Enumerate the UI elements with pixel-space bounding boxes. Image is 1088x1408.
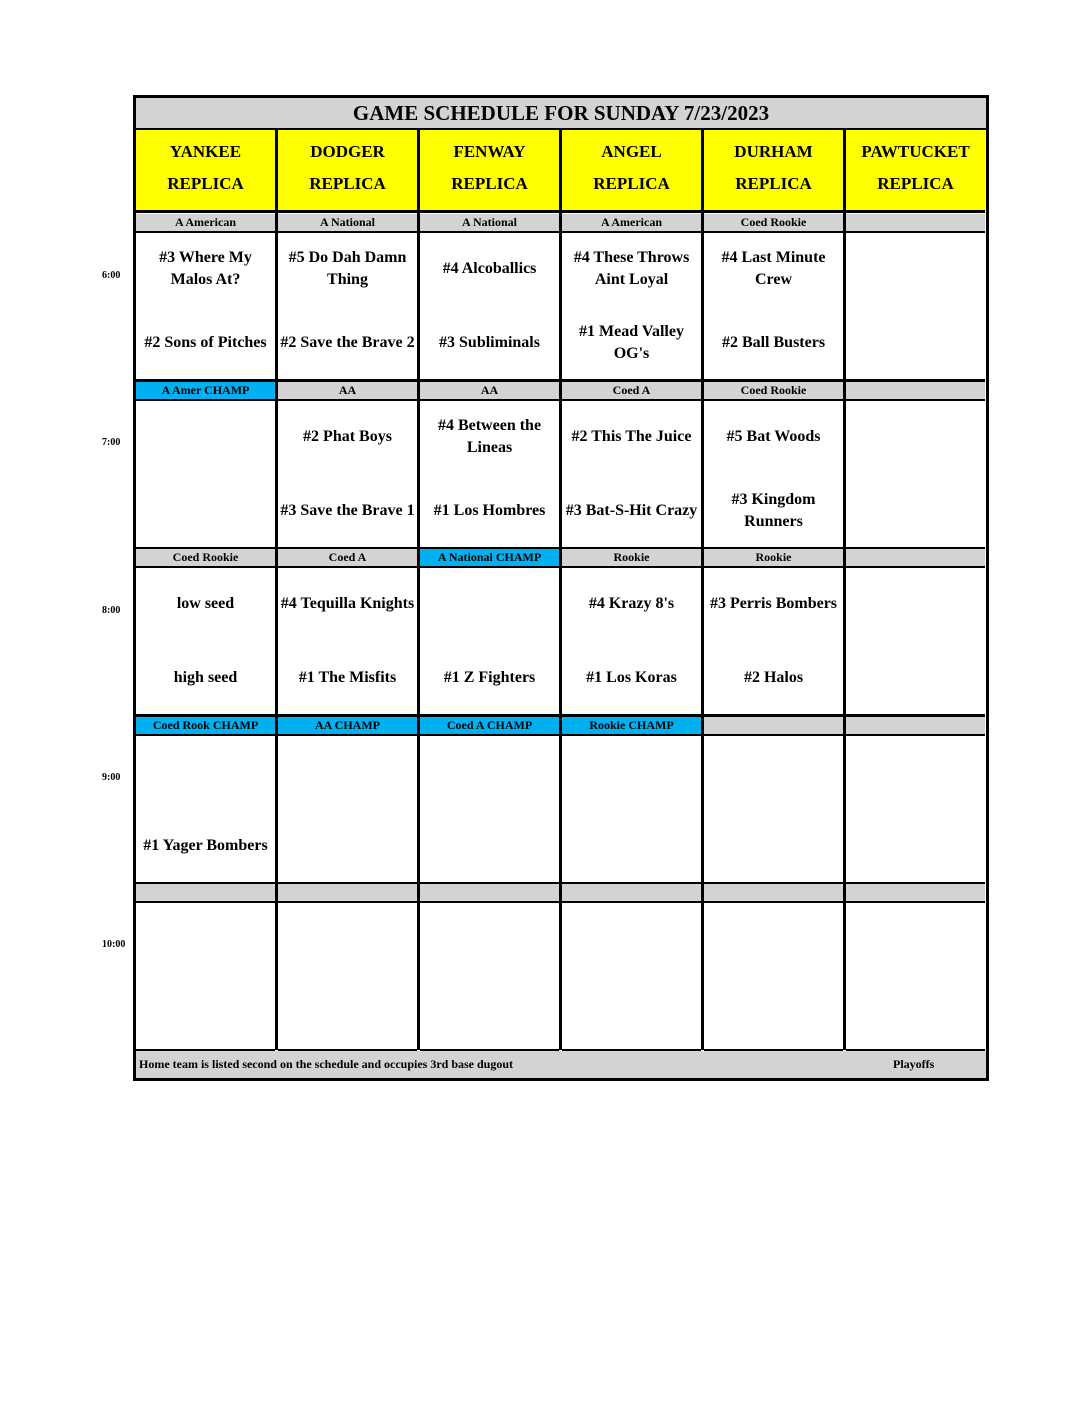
column-divider xyxy=(559,130,562,1050)
home-team xyxy=(848,313,983,373)
time-label: 6:00 xyxy=(102,270,121,281)
home-team: #1 Los Koras xyxy=(586,669,677,686)
away-team: #3 Where My Malos At? xyxy=(159,249,252,288)
away-team xyxy=(422,574,557,634)
away-team: #4 Tequilla Knights xyxy=(280,595,415,612)
division-label: Coed Rookie xyxy=(136,549,275,568)
away-team: #5 Do Dah Damn Thing xyxy=(288,249,407,288)
game-cell xyxy=(278,736,417,885)
home-team: #2 Halos xyxy=(743,669,804,686)
division-label xyxy=(278,884,417,903)
division-label xyxy=(846,717,985,736)
home-team xyxy=(706,983,841,1043)
home-team: #1 The Misfits xyxy=(298,669,397,686)
division-label: Rookie xyxy=(562,549,701,568)
field-name: PAWTUCKET xyxy=(861,142,970,161)
home-team: #2 Save the Brave 2 xyxy=(280,334,415,351)
field-name: DURHAM xyxy=(734,142,813,161)
division-label xyxy=(846,382,985,401)
field-subtitle: REPLICA xyxy=(451,174,528,193)
away-team xyxy=(564,742,699,802)
game-cell xyxy=(420,903,559,1052)
game-cell xyxy=(846,568,985,717)
home-team: #1 Yager Bombers xyxy=(143,837,268,854)
schedule-title: GAME SCHEDULE FOR SUNDAY 7/23/2023 xyxy=(136,98,986,130)
away-team xyxy=(422,909,557,969)
game-cell xyxy=(704,736,843,885)
home-team xyxy=(422,816,557,876)
away-team xyxy=(706,742,841,802)
home-team xyxy=(280,983,415,1043)
division-label xyxy=(846,884,985,903)
division-label: A American xyxy=(136,214,275,233)
away-team xyxy=(138,742,273,802)
division-label xyxy=(562,884,701,903)
time-label: 7:00 xyxy=(102,437,121,448)
game-cell xyxy=(136,233,275,382)
division-label xyxy=(704,884,843,903)
field-name: ANGEL xyxy=(601,142,662,161)
champ-division-label: Coed Rook CHAMP xyxy=(136,717,275,736)
champ-division-label: AA CHAMP xyxy=(278,717,417,736)
game-cell xyxy=(562,903,701,1052)
away-team xyxy=(138,407,273,467)
time-label: 10:00 xyxy=(102,939,126,950)
game-cell xyxy=(846,401,985,550)
away-team: #5 Bat Woods xyxy=(726,428,821,445)
field-header-fenway xyxy=(420,130,559,213)
away-team: #4 These Throws Aint Loyal xyxy=(573,249,690,288)
game-cell xyxy=(562,736,701,885)
home-team: #3 Bat-S-Hit Crazy xyxy=(565,502,698,519)
division-label: Coed Rookie xyxy=(704,214,843,233)
division-label: Coed Rookie xyxy=(704,382,843,401)
home-team xyxy=(564,816,699,876)
home-team: high seed xyxy=(173,669,238,686)
home-team: #3 Subliminals xyxy=(439,334,540,351)
home-team xyxy=(706,816,841,876)
field-name: YANKEE xyxy=(169,142,242,161)
away-team: #4 Alcoballics xyxy=(442,260,537,277)
game-cell xyxy=(846,233,985,382)
away-team: #4 Last Minute Crew xyxy=(721,249,826,288)
game-cell xyxy=(136,903,275,1052)
game-cell xyxy=(136,401,275,550)
game-cell xyxy=(704,568,843,717)
division-label: A National xyxy=(278,214,417,233)
champ-division-label: Coed A CHAMP xyxy=(420,717,559,736)
away-team xyxy=(848,407,983,467)
away-team: low seed xyxy=(176,595,235,612)
away-team xyxy=(848,909,983,969)
division-label xyxy=(420,884,559,903)
schedule-sheet xyxy=(133,95,989,1081)
game-cell xyxy=(420,568,559,717)
division-label: AA xyxy=(420,382,559,401)
field-subtitle: REPLICA xyxy=(593,174,670,193)
division-label xyxy=(846,214,985,233)
away-team: #3 Perris Bombers xyxy=(709,595,838,612)
game-cell xyxy=(420,233,559,382)
division-label xyxy=(136,884,275,903)
home-team: #1 Z Fighters xyxy=(443,669,536,686)
home-team: #1 Los Hombres xyxy=(433,502,546,519)
game-cell xyxy=(846,736,985,885)
champ-division-label: A Amer CHAMP xyxy=(136,382,275,401)
champ-division-label: Rookie CHAMP xyxy=(562,717,701,736)
away-team xyxy=(138,909,273,969)
home-team: #2 Ball Busters xyxy=(721,334,826,351)
footer-note: Home team is listed second on the schedule and occupies 3rd base dugout xyxy=(139,1057,514,1071)
game-cell xyxy=(278,903,417,1052)
away-team xyxy=(848,742,983,802)
game-cell xyxy=(562,401,701,550)
field-header-angel xyxy=(562,130,701,213)
away-team: #2 Phat Boys xyxy=(303,428,392,445)
away-team: #4 Between the Lineas xyxy=(437,417,542,456)
home-team: #2 Sons of Pitches xyxy=(144,334,267,351)
game-cell xyxy=(420,401,559,550)
home-team xyxy=(422,983,557,1043)
game-cell xyxy=(136,736,275,885)
game-cell xyxy=(704,401,843,550)
field-header-durham xyxy=(704,130,843,213)
game-cell xyxy=(278,401,417,550)
division-label: AA xyxy=(278,382,417,401)
away-team xyxy=(422,742,557,802)
column-divider xyxy=(701,130,704,1050)
game-cell xyxy=(420,736,559,885)
away-team xyxy=(280,742,415,802)
division-label: Coed A xyxy=(278,549,417,568)
away-team: #4 Krazy 8's xyxy=(588,595,675,612)
game-cell xyxy=(278,233,417,382)
field-subtitle: REPLICA xyxy=(309,174,386,193)
game-cell xyxy=(704,233,843,382)
field-subtitle: REPLICA xyxy=(877,174,954,193)
field-header-pawtucket xyxy=(846,130,985,213)
away-team xyxy=(564,909,699,969)
division-label: A American xyxy=(562,214,701,233)
game-cell xyxy=(704,903,843,1052)
home-team xyxy=(848,816,983,876)
field-subtitle: REPLICA xyxy=(735,174,812,193)
column-divider xyxy=(417,130,420,1050)
game-cell xyxy=(278,568,417,717)
away-team: #2 This The Juice xyxy=(571,428,692,445)
home-team xyxy=(848,648,983,708)
field-name: DODGER xyxy=(310,142,385,161)
playoffs-legend: Playoffs xyxy=(893,1057,935,1071)
game-cell xyxy=(562,233,701,382)
home-team xyxy=(848,983,983,1043)
champ-division-label: A National CHAMP xyxy=(420,549,559,568)
home-team xyxy=(138,983,273,1043)
field-subtitle: REPLICA xyxy=(167,174,244,193)
footer-bar xyxy=(136,1051,986,1078)
column-divider xyxy=(843,130,846,1050)
home-team xyxy=(564,983,699,1043)
home-team: #1 Mead Valley OG's xyxy=(579,323,684,362)
field-header-yankee xyxy=(136,130,275,213)
division-label: A National xyxy=(420,214,559,233)
column-divider xyxy=(275,130,278,1050)
field-name: FENWAY xyxy=(453,142,526,161)
field-header-dodger xyxy=(278,130,417,213)
away-team xyxy=(848,239,983,299)
time-label: 9:00 xyxy=(102,772,121,783)
home-team: #3 Kingdom Runners xyxy=(731,491,816,530)
away-team xyxy=(848,574,983,634)
home-team xyxy=(280,816,415,876)
game-cell xyxy=(562,568,701,717)
home-team xyxy=(848,481,983,541)
division-label: Rookie xyxy=(704,549,843,568)
home-team: #3 Save the Brave 1 xyxy=(280,502,415,519)
division-label: Coed A xyxy=(562,382,701,401)
away-team xyxy=(280,909,415,969)
division-label xyxy=(846,549,985,568)
away-team xyxy=(706,909,841,969)
home-team xyxy=(138,481,273,541)
time-label: 8:00 xyxy=(102,605,121,616)
game-cell xyxy=(846,903,985,1052)
game-cell xyxy=(136,568,275,717)
division-label xyxy=(704,717,843,736)
